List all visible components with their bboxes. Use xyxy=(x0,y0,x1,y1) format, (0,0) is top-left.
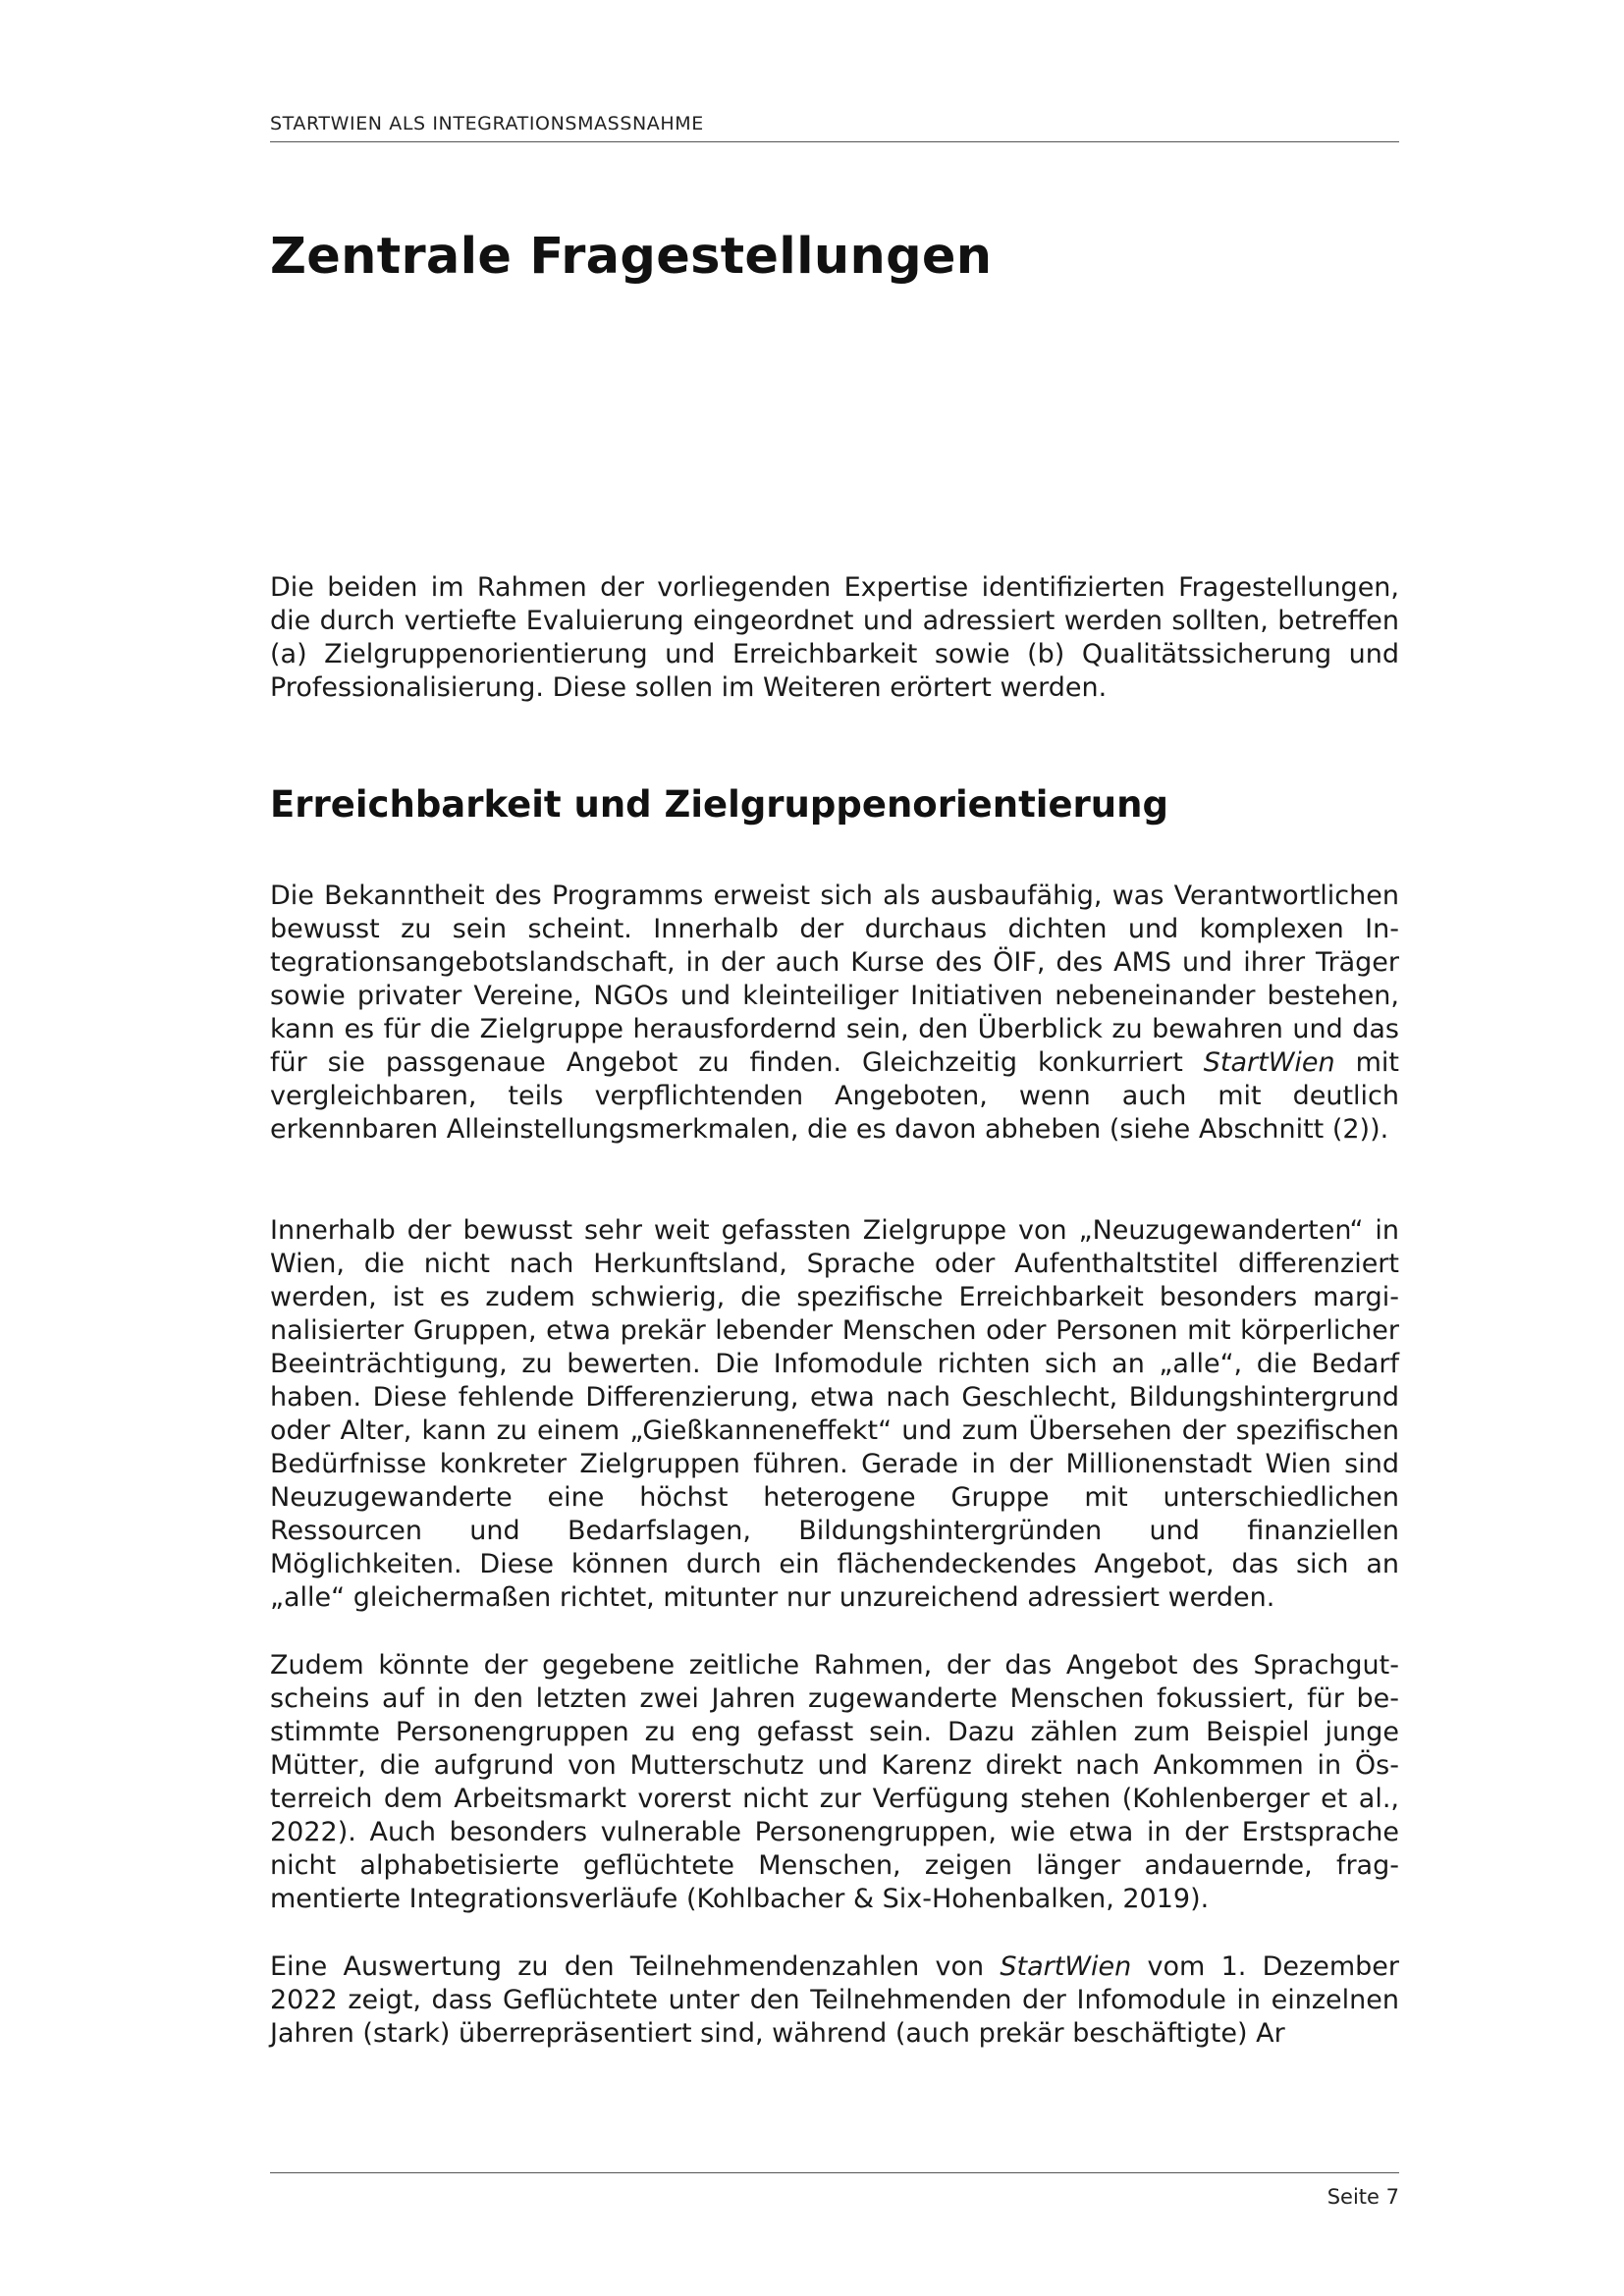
body-paragraph-2: Innerhalb der bewusst sehr weit gefassten Zielgruppe von „Neuzugewanderten“ in Wien, die nicht nach Herkunftsland, Sprache oder Aufenthaltstitel differenziert werden, ist es zudem schwierig, die spezifische Erreichbarkeit besonders marginalisierter Gruppen, etwa prekär lebender Menschen oder Personen mit körperlicher Beeinträchtigung, zu bewerten. Die Infomodule richten sich an „alle“, die Bedarf haben. Diese fehlende Differenzierung, etwa nach Geschlecht, Bildungshintergrund oder Alter, kann zu einem „Gießkanneneffekt“ und zum Übersehen der spezifischen Bedürfnisse konkreter Zielgruppen führen. Gerade in der Millionenstadt Wien sind Neuzugewanderte eine höchst heterogene Gruppe mit unterschiedlichen Ressourcen und Bedarfslagen, Bildungshintergründen und finanziellen Möglichkeiten. Diese können durch ein flächendeckendes Angebot, das sich an „alle“ gleichermaßen richtet, mitunter nur unzureichend adressiert werden. xyxy=(270,1215,1399,1613)
intro-paragraph: Die beiden im Rahmen der vorliegenden Expertise identifizierten Fragestellungen, die durch vertiefte Evaluierung eingeordnet und adressiert werden sollten, betreffen (a) Zielgruppenorientierung und Erreichbarkeit sowie (b) Qualitätssicherung und Professionalisierung. Diese sollen im Weiteren erörtert werden. xyxy=(270,572,1399,703)
footer-divider xyxy=(270,2172,1399,2173)
section-heading: Erreichbarkeit und Zielgruppenorientierung xyxy=(270,783,1168,826)
body-paragraph-4 xyxy=(270,1950,1399,2051)
header-divider xyxy=(270,141,1399,142)
body-paragraph-1 xyxy=(270,880,1399,1147)
paragraph-text: vom 1. Dezember 2022 zeigt, dass Geflüchtete unter den Teilnehmenden der Infomodule in einzelnen Jahren (stark) überrepräsentiert sind, während (auch prekär beschäftigte) Ar xyxy=(270,1951,1399,2049)
body-paragraph-3: Zudem könnte der gegebene zeitliche Rahmen, der das Angebot des Sprachgutscheins auf in den letzten zwei Jahren zugewanderte Menschen fokussiert, für bestimmte Personengruppen zu eng gefasst sein. Dazu zählen zum Beispiel junge Mütter, die aufgrund von Mutterschutz und Karenz direkt nach Ankommen in Österreich dem Arbeitsmarkt vorerst nicht zur Verfügung stehen (Kohlenberger et al., 2022). Auch besonders vulnerable Personengruppen, wie etwa in der Erstsprache nicht alphabetisierte geflüchtete Menschen, zeigen länger andauernde, fragmentierte Integrationsverläufe (Kohlbacher & Six-Hohenbalken, 2019). xyxy=(270,1650,1399,1914)
page-title: Zentrale Fragestellungen xyxy=(270,228,993,286)
program-name: StartWien xyxy=(1000,1951,1132,1982)
paragraph-text: Eine Auswertung zu den Teilnehmendenzahlen von xyxy=(270,1951,1001,1982)
paragraph-text: Die Bekanntheit des Programms erweist sich als ausbaufähig, was Verantwortlichen bewusst zu sein scheint. Innerhalb der durchaus dichten und komplexen Integrationsangebotslandschaft, in der auch Kurse des ÖIF, des AMS und ihrer Träger sowie privater Vereine, NGOs und kleinteiliger Initiativen nebeneinander bestehen, kann es für die Zielgruppe herausfordernd sein, den Überblick zu bewahren und das für sie passgenaue Angebot zu finden. Gleichzeitig konkurriert xyxy=(270,881,1399,1078)
running-header: STARTWIEN ALS INTEGRATIONSMASSNAHME xyxy=(270,113,704,134)
program-name: StartWien xyxy=(1203,1047,1335,1078)
paragraph-text: mit vergleichbaren, teils verpflichtenden Angeboten, wenn auch mit deutlich erkennbaren Alleinstellungsmerkmalen, die es davon abheben (siehe Abschnitt (2)). xyxy=(270,1047,1399,1145)
page-number: Seite 7 xyxy=(1326,2185,1399,2209)
